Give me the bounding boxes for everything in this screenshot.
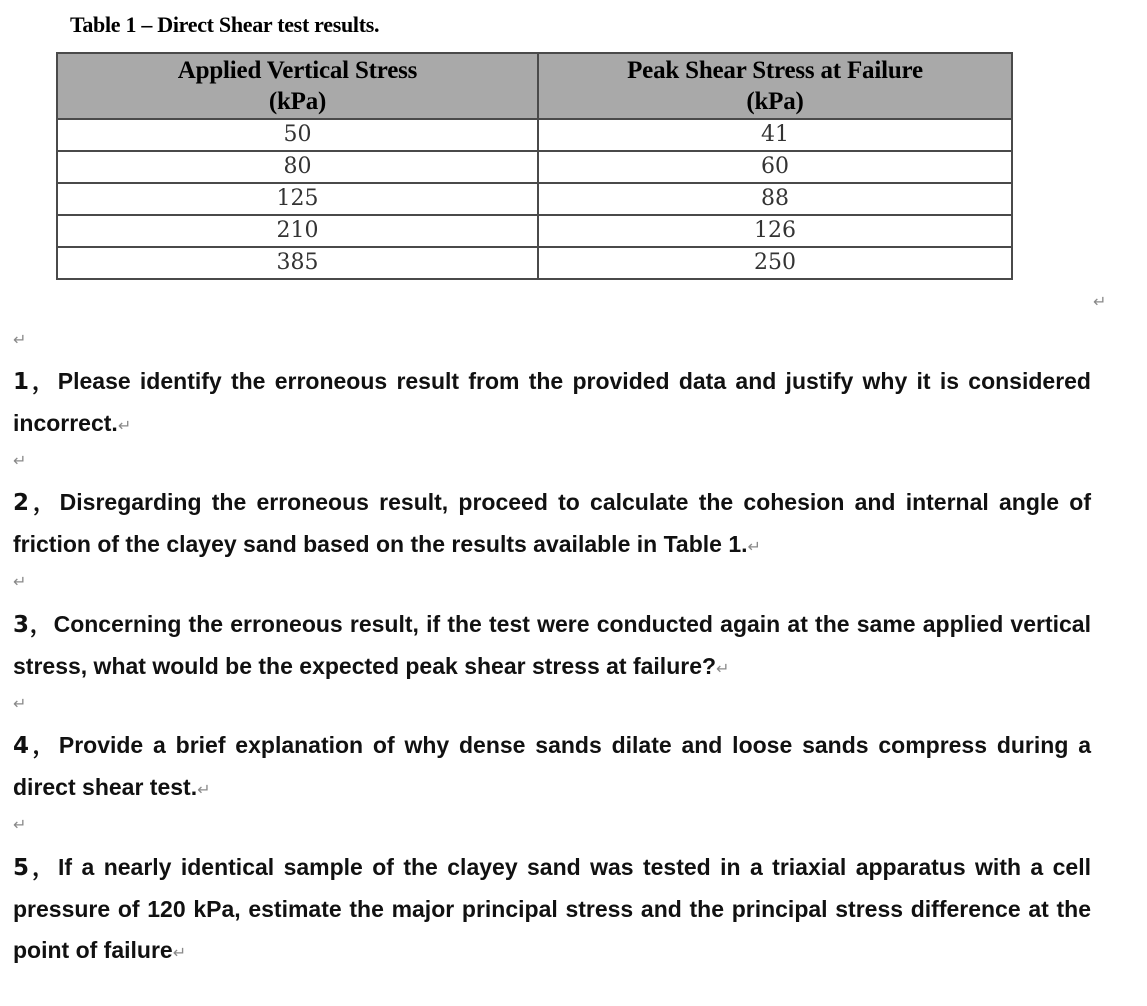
direct-shear-table xyxy=(56,52,1013,280)
header-line: Peak Shear Stress at Failure xyxy=(627,57,923,84)
paragraph-mark-icon: ↵ xyxy=(13,572,27,591)
table-row xyxy=(57,215,1012,247)
table-header-row xyxy=(57,53,1012,119)
paragraph-mark-icon: ↵ xyxy=(197,780,211,799)
paragraph-mark-icon: ↵ xyxy=(1093,292,1107,311)
header-peak-shear-stress xyxy=(538,53,1012,119)
shear-stress-cell: 126 xyxy=(538,215,1012,247)
header-unit: (kPa) xyxy=(746,88,804,115)
table-row xyxy=(57,119,1012,151)
question-number: 3， xyxy=(13,612,54,638)
paragraph-mark-icon: ↵ xyxy=(747,537,761,556)
question-5 xyxy=(13,847,1091,973)
table-caption: Table 1 – Direct Shear test results. xyxy=(70,12,380,37)
question-text: Concerning the erroneous result, if the test were conducted again at the same applied vertical stress, what would be the expected peak shear stress at failure? xyxy=(13,611,1091,679)
question-number: 2， xyxy=(13,490,60,516)
header-applied-vertical-stress xyxy=(57,53,538,119)
header-line: Applied Vertical Stress xyxy=(177,57,418,84)
shear-stress-cell: 60 xyxy=(538,151,1012,183)
vertical-stress-cell: 125 xyxy=(57,183,538,215)
paragraph-mark-icon: ↵ xyxy=(13,694,27,713)
question-3 xyxy=(13,604,1091,689)
table-row xyxy=(57,183,1012,215)
question-1 xyxy=(13,361,1091,446)
question-2 xyxy=(13,482,1091,567)
paragraph-mark-icon: ↵ xyxy=(13,451,27,470)
question-4 xyxy=(13,725,1091,810)
table-row xyxy=(57,247,1012,279)
shear-stress-cell: 41 xyxy=(538,119,1012,151)
paragraph-mark-icon: ↵ xyxy=(716,659,730,678)
shear-stress-cell: 88 xyxy=(538,183,1012,215)
vertical-stress-cell: 210 xyxy=(57,215,538,247)
question-text: Disregarding the erroneous result, proceed to calculate the cohesion and internal angle of friction of the clayey sand based on the results available in Table 1. xyxy=(13,489,1091,557)
question-number: 1， xyxy=(13,369,58,395)
shear-stress-cell: 250 xyxy=(538,247,1012,279)
question-text: If a nearly identical sample of the clayey sand was tested in a triaxial apparatus with a cell pressure of 120 kPa, estimate the major principal stress and the principal stress difference at the point of failure xyxy=(13,854,1091,963)
question-text: Provide a brief explanation of why dense sands dilate and loose sands compress during a direct shear test. xyxy=(13,732,1091,800)
vertical-stress-cell: 80 xyxy=(57,151,538,183)
paragraph-mark-icon: ↵ xyxy=(13,815,27,834)
paragraph-mark-icon: ↵ xyxy=(13,330,27,349)
question-number: 4， xyxy=(13,733,59,759)
vertical-stress-cell: 50 xyxy=(57,119,538,151)
table-row xyxy=(57,151,1012,183)
vertical-stress-cell: 385 xyxy=(57,247,538,279)
paragraph-mark-icon: ↵ xyxy=(172,943,187,962)
question-text: Please identify the erroneous result from the provided data and justify why it is considered incorrect. xyxy=(13,368,1091,436)
paragraph-mark-icon: ↵ xyxy=(117,416,132,435)
header-unit: (kPa) xyxy=(268,88,327,115)
question-number: 5， xyxy=(13,855,59,881)
